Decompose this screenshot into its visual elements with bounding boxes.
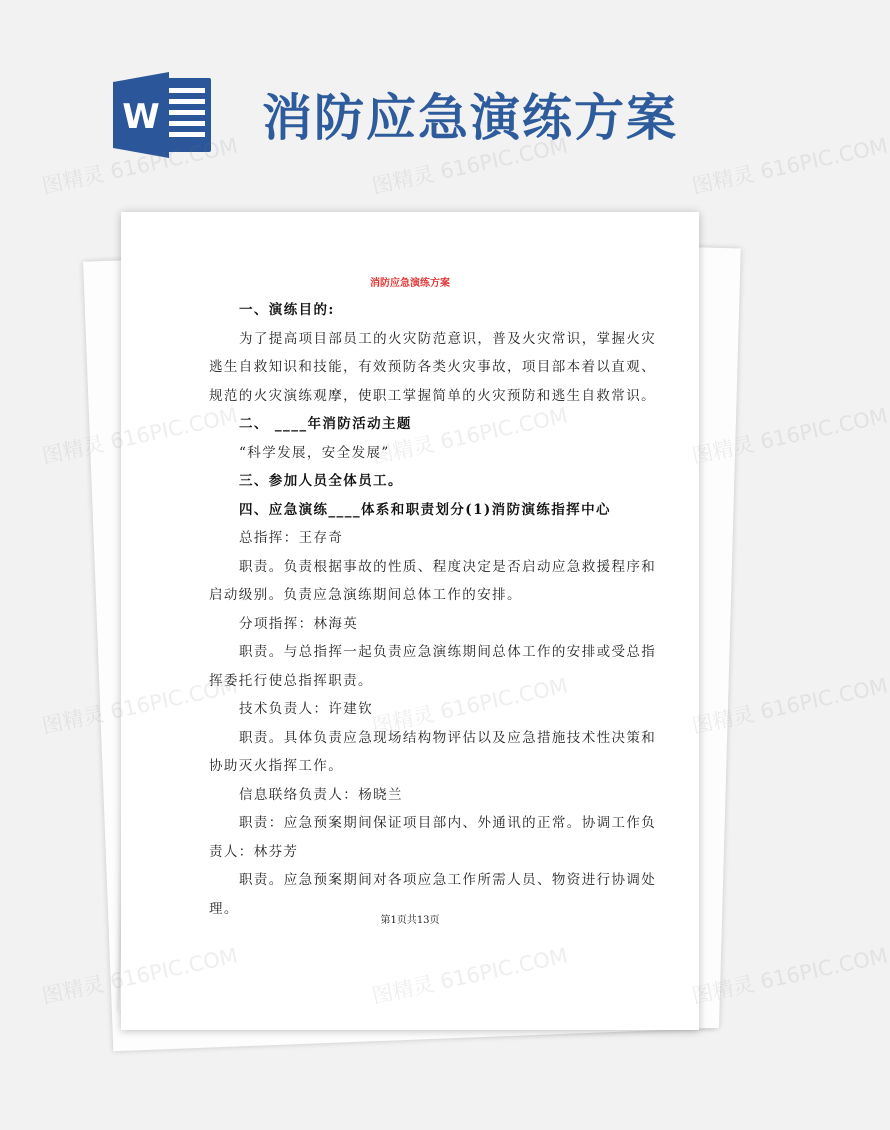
paragraph-line: 总指挥：王存奇 bbox=[239, 530, 344, 546]
watermark-text: 图精灵 bbox=[39, 971, 107, 1009]
section-heading: 三、参加人员全体员工。 bbox=[239, 473, 403, 489]
word-logo-letter: W bbox=[122, 97, 160, 137]
document-body bbox=[209, 296, 657, 923]
paragraph-line: 启动级别。负责应急演练期间总体工作的安排。 bbox=[209, 587, 522, 603]
paragraph-line: 信息联络负责人：杨晓兰 bbox=[239, 786, 403, 803]
paragraph-line: 逃生自救知识和技能，有效预防各类火灾事故，项目部本着以直观、 bbox=[209, 359, 656, 375]
paragraph-line: 理。 bbox=[209, 900, 239, 917]
watermark-text: 图精灵 bbox=[39, 701, 107, 739]
section-heading: 一、演练目的: bbox=[239, 302, 335, 318]
banner bbox=[0, 0, 800, 200]
paragraph-line: 职责：应急预案期间保证项目部内、外通讯的正常。协调工作负 bbox=[239, 815, 657, 831]
paragraph-line: 为了提高项目部员工的火灾防范意识，普及火灾常识，掌握火灾 bbox=[239, 330, 657, 347]
paragraph-line: “科学发展，安全发展” bbox=[239, 444, 390, 461]
page-footer: 第1页共13页 bbox=[380, 915, 440, 926]
watermark-text: 图精灵 616PIC.COM bbox=[689, 133, 890, 199]
section-heading: 四、应急演练____体系和职责划分(1)消防演练指挥中心 bbox=[239, 501, 611, 518]
watermark-text: 图精灵 616PIC.COM bbox=[689, 673, 890, 739]
paragraph-line: 职责。具体负责应急现场结构物评估以及应急措施技术性决策和 bbox=[239, 729, 657, 746]
watermark-text: 图精灵 bbox=[39, 431, 107, 469]
paragraph-line: 分项指挥：林海英 bbox=[239, 615, 359, 632]
paragraph-line: 挥委托行使总指挥职责。 bbox=[209, 672, 373, 689]
watermark-text: 图精灵 616PIC.COM bbox=[689, 943, 890, 1009]
paragraph-line: 职责。应急预案期间对各项应急工作所需人员、物资进行协调处 bbox=[239, 872, 657, 888]
paragraph-line: 技术负责人：许建钦 bbox=[239, 701, 374, 717]
paragraph-line: 协助灭火指挥工作。 bbox=[209, 758, 344, 774]
watermark-text: 图精灵 616PIC.COM bbox=[39, 133, 240, 199]
paragraph-line: 责人：林芬芳 bbox=[209, 843, 299, 860]
paragraph-line: 职责。与总指挥一起负责应急演练期间总体工作的安排或受总指 bbox=[239, 644, 657, 660]
watermark-text: 图精灵 616PIC.COM bbox=[689, 403, 890, 469]
banner-title: 消防应急演练方案 bbox=[262, 89, 678, 147]
watermark-text: 图精灵 616PIC.COM bbox=[369, 133, 570, 199]
document-title: 消防应急演练方案 bbox=[370, 278, 450, 289]
section-heading: 二、 ____年消防活动主题 bbox=[239, 416, 412, 432]
word-document-icon bbox=[113, 72, 217, 158]
paragraph-line: 规范的火灾演练观摩，使职工掌握简单的火灾预防和逃生自救常识。 bbox=[209, 387, 656, 404]
document-page bbox=[121, 212, 699, 1030]
paragraph-line: 职责。负责根据事故的性质、程度决定是否启动应急救援程序和 bbox=[239, 558, 657, 575]
